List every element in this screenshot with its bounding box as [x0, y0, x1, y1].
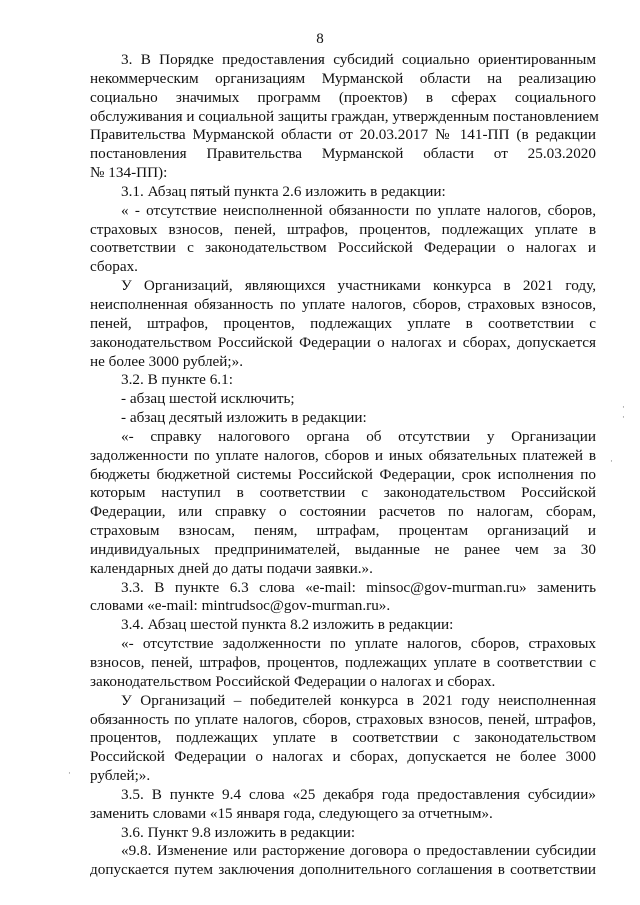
text-line: пеней, штрафов, процентов, подлежащих уплате в соответствии с [90, 314, 596, 332]
text-line: - абзац шестой исключить; [121, 390, 295, 408]
text-line: законодательством Российской Федерации о налогах и сборах. [90, 672, 496, 690]
text-line: 3.5. В пункте 9.4 слова «25 декабря года предоставления субсидии» [121, 785, 596, 803]
text-line: обслуживания и социальной защиты граждан, утвержденным постановлением [90, 107, 599, 125]
text-line: У Организаций, являющихся участниками конкурса в 2021 году, [121, 277, 596, 295]
text-line: страховым взносам, пеням, штрафам, процентам организаций и [90, 522, 596, 540]
text-line: допускается путем заключения дополнительного соглашения в соответствии [90, 861, 596, 879]
text-line: «9.8. Изменение или расторжение договора о предоставлении субсидии [121, 842, 596, 860]
scan-speck: · [622, 403, 625, 413]
text-line: заменить словами «15 января года, следующего за отчетным». [90, 804, 493, 822]
text-line: индивидуальных предпринимателей, выданные не ранее чем за 30 [90, 540, 596, 558]
page-number: 8 [316, 31, 324, 47]
text-line: Правительства Мурманской области от 20.03.2017 № 141-ПП (в редакции [90, 126, 596, 144]
text-line: « - отсутствие неисполненной обязанности по уплате налогов, сборов, [121, 201, 596, 219]
text-line: 3.3. В пункте 6.3 слова «e-mail: minsoc@gov-murman.ru» заменить [121, 578, 596, 596]
text-line: 3. В Порядке предоставления субсидий социально ориентированным [121, 51, 596, 68]
document-body [90, 51, 599, 880]
text-line: бюджеты бюджетной системы Российской Федерации, срок исполнения по [90, 465, 596, 483]
text-line: обязанность по уплате налогов, сборов, страховых взносов, пеней, штрафов, [90, 710, 596, 728]
text-line: постановления Правительства Мурманской области от 25.03.2020 [90, 145, 596, 163]
scan-speck: · [610, 457, 613, 467]
text-line: сборах. [90, 258, 138, 276]
text-line: «- справку налогового органа об отсутствии у Организации [121, 427, 596, 445]
text-line: социально значимых программ (проектов) в сферах социального [90, 88, 596, 106]
text-line: «- отсутствие задолженности по уплате налогов, сборов, страховых [121, 635, 596, 653]
text-line: законодательством Российской Федерации о налогах и сборах, допускается [90, 333, 596, 351]
text-line: Российской Федерации о налогах и сборах, допускается не более 3000 [90, 748, 596, 766]
text-line: не более 3000 рублей;». [90, 352, 244, 370]
text-line: словами «e-mail: mintrudsoc@gov-murman.ru». [90, 597, 391, 615]
text-line: которым наступил в соответствии с законодательством Российской [90, 484, 596, 502]
text-line: задолженности по уплате налогов, сборов и иных обязательных платежей в [90, 446, 596, 464]
text-line: календарных дней до даты подачи заявки.». [90, 559, 373, 577]
text-line: взносов, пеней, штрафов, процентов, подлежащих уплате в соответствии с [90, 654, 596, 671]
text-line: № 134-ПП): [90, 164, 168, 182]
text-line: страховых взносов, пеней, штрафов, процентов, подлежащих уплате в [90, 220, 596, 238]
text-line: У Организаций – победителей конкурса в 2021 году неисполненная [121, 691, 596, 709]
text-line: рублей;». [90, 767, 151, 785]
text-line: 3.2. В пункте 6.1: [121, 371, 233, 389]
text-line: соответствии с законодательством Российской Федерации о налогах и [90, 239, 596, 257]
text-line: неисполненная обязанность по уплате налогов, сборов, страховых взносов, [90, 295, 596, 313]
text-line: некоммерческим организациям Мурманской области на реализацию [90, 69, 596, 87]
scan-speck: · [622, 413, 625, 423]
text-line: Федерации, или справку о состоянии расчетов по налогам, сборам, [90, 503, 596, 521]
text-line: 3.4. Абзац шестой пункта 8.2 изложить в редакции: [121, 616, 454, 634]
text-line: - абзац десятый изложить в редакции: [121, 409, 367, 427]
text-line: процентов, подлежащих уплате в соответствии с законодательством [90, 729, 596, 747]
text-line: 3.1. Абзац пятый пункта 2.6 изложить в редакции: [121, 182, 446, 200]
scan-speck: · [68, 769, 71, 779]
text-line: 3.6. Пункт 9.8 изложить в редакции: [121, 823, 356, 841]
